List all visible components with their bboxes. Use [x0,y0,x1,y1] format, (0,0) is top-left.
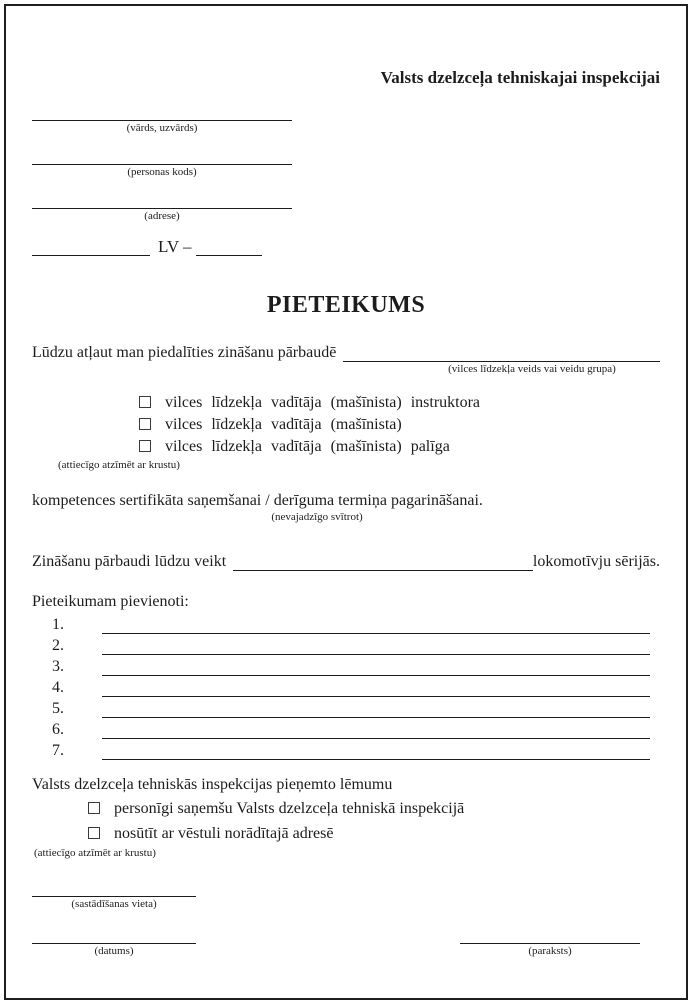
attachment-number: 2. [52,637,64,654]
personal-code-field-label: (personas kods) [127,166,197,178]
locomotive-series-blank[interactable] [233,553,533,571]
decision-option-mail [88,821,660,846]
address-field-label: (adrese) [144,210,180,222]
exam-row [32,552,660,571]
postal-code-blank[interactable] [196,238,262,256]
attachments-heading: Pieteikumam pievienoti: [32,593,189,610]
decision-options [88,796,660,846]
role-option-label: vilces līdzekļa vadītāja (mašīnista) instruktora [165,394,481,411]
pickup-checkbox[interactable] [88,802,100,814]
attachment-row [32,676,660,697]
attachment-blank-2[interactable] [102,636,650,655]
attachment-row [32,613,660,634]
place-field [32,896,196,911]
name-field-label: (vārds, uzvārds) [126,122,198,134]
role-option-driver [139,414,660,436]
decision-option-pickup [88,796,660,821]
request-text: Lūdzu atļaut man piedalīties zināšanu pārbaudē [32,344,337,361]
driver-checkbox[interactable] [139,418,151,430]
city-blank[interactable] [32,238,150,256]
attachment-row [32,739,660,760]
attachment-number: 6. [52,721,64,738]
vehicle-type-caption: (vilces līdzekļa veids vai veidu grupa) [448,363,616,375]
role-option-label: vilces līdzekļa vadītāja (mašīnista) [165,416,402,433]
role-note: (attiecīgo atzīmēt ar krustu) [58,459,180,471]
date-signature-row [32,943,660,958]
attachment-number: 1. [52,616,64,633]
postal-code-row [32,237,332,256]
attachment-row [32,718,660,739]
decision-option-label: personīgi saņemšu Valsts dzelzceļa tehniskā inspekcijā [114,800,465,817]
postal-code-prefix: LV – [158,237,192,256]
attachment-number: 3. [52,658,64,675]
attachment-row [32,634,660,655]
vehicle-type-blank[interactable] [343,344,660,362]
purpose-text: kompetences sertifikāta saņemšanai / derīguma termiņa pagarināšanai. [32,492,483,509]
personal-code-field [32,164,292,179]
attachment-number: 7. [52,742,64,759]
instructor-checkbox[interactable] [139,396,151,408]
exam-prefix: Zināšanu pārbaudi lūdzu veikt [32,553,227,570]
request-row [32,343,660,362]
role-option-label: vilces līdzekļa vadītāja (mašīnista) palīga [165,438,450,455]
recipient-heading: Valsts dzelzceļa tehniskajai inspekcijai [380,68,660,87]
mail-checkbox[interactable] [88,827,100,839]
role-options [139,392,660,458]
attachment-blank-3[interactable] [102,657,650,676]
purpose-note: (nevajadzīgo svītrot) [271,511,363,523]
date-field [32,943,196,958]
attachment-blank-6[interactable] [102,720,650,739]
attachment-blank-4[interactable] [102,678,650,697]
application-form-page [4,4,688,1000]
decision-note: (attiecīgo atzīmēt ar krustu) [34,847,156,859]
attachment-blank-7[interactable] [102,741,650,760]
date-field-label: (datums) [94,945,134,957]
attachment-row [32,697,660,718]
role-option-assistant [139,436,660,458]
page-title: PIETEIKUMS [266,292,426,318]
assistant-checkbox[interactable] [139,440,151,452]
decision-option-label: nosūtīt ar vēstuli norādītajā adresē [114,825,334,842]
attachment-blank-1[interactable] [102,615,650,634]
attachment-blank-5[interactable] [102,699,650,718]
role-option-instructor [139,392,660,414]
exam-suffix: lokomotīvju sērijās. [532,553,660,570]
attachment-list [32,613,660,760]
place-field-label: (sastādīšanas vieta) [71,898,157,910]
decision-heading: Valsts dzelzceļa tehniskās inspekcijas pieņemto lēmumu [32,776,393,793]
attachment-row [32,655,660,676]
name-field [32,120,292,135]
signature-field-label: (paraksts) [528,945,572,957]
address-field [32,208,292,223]
attachment-number: 4. [52,679,64,696]
signature-field [460,943,640,958]
attachment-number: 5. [52,700,64,717]
